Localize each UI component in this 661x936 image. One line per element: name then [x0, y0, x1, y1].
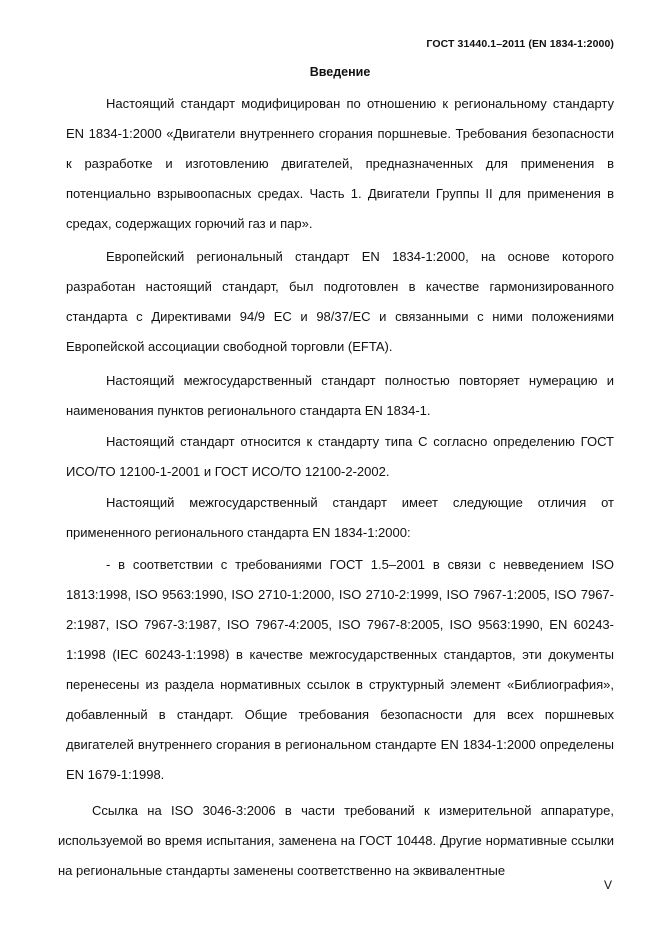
paragraph-differences-list-item: - в соответствии с требованиями ГОСТ 1.5–2001 в связи с невведением ISO 1813:1998, ISO 9563:1990, ISO 2710-1:2000, ISO 2710-2:1999, ISO 7967-1:2005, ISO 7967-2:1987, ISO 7967-3:1987, ISO 7967-4:2005, ISO 7967-8:2005, ISO 9563:1990, EN 60243-1:1998 (IEC 60243-1:1998) в качестве межгосударственных стандартов, эти документы перенесены из раздела нормативных ссылок в структурный элемент «Библиография», добавленный в стандарт. Общие требования безопасности для всех поршневых двигателей внутреннего сгорания в региональном стандарте EN 1834-1:2000 определены EN 1679-1:1998. — [66, 557, 614, 782]
page-number: V — [604, 878, 613, 892]
paragraph-type-c: Настоящий стандарт относится к стандарту типа С согласно определению ГОСТ ИСО/ТО 12100-1-2001 и ГОСТ ИСО/ТО 12100-2-2002. — [66, 434, 614, 479]
paragraph-european-standard: Европейский региональный стандарт EN 1834-1:2000, на основе которого разработан настоящий стандарт, был подготовлен в качестве гармонизированного стандарта с Директивами 94/9 ЕС и 98/37/ЕС и связанными с ними положениями Европейской ассоциации свободной торговли (EFTA). — [66, 249, 614, 354]
paragraph-modification: Настоящий стандарт модифицирован по отношению к региональному стандарту EN 1834-1:2000 «Двигатели внутреннего сгорания поршневые. Требования безопасности к разработке и изготовлению двигателей, предназначенных для применения в потенциально взрывоопасных средах. Часть 1. Двигатели Группы II для применения в средах, содержащих горючий газ и пар». — [66, 96, 614, 231]
paragraph-numbering: Настоящий межгосударственный стандарт полностью повторяет нумерацию и наименования пунктов регионального стандарта EN 1834-1. — [66, 373, 614, 418]
section-title: Введение — [309, 65, 371, 79]
document-header: ГОСТ 31440.1–2011 (EN 1834-1:2000) — [426, 38, 614, 50]
paragraph-references: Ссылка на ISO 3046-3:2006 в части требований к измерительной аппаратуре, используемой во время испытания, заменена на ГОСТ 10448. Другие нормативные ссылки на региональные стандарты заменены соответственно на эквивалентные — [58, 803, 614, 878]
paragraph-differences-intro: Настоящий межгосударственный стандарт имеет следующие отличия от примененного регионального стандарта EN 1834-1:2000: — [66, 495, 614, 540]
